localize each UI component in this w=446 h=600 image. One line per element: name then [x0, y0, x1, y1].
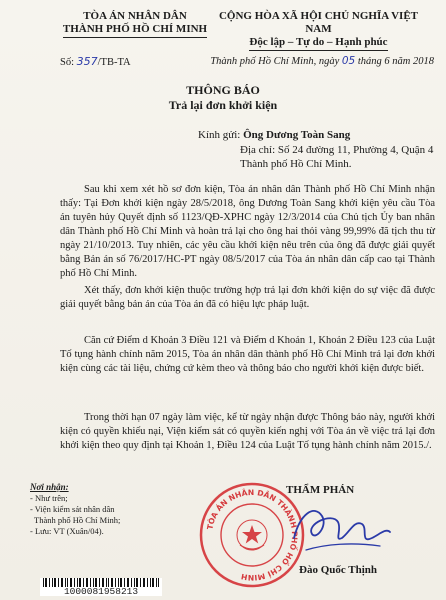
document-number: [60, 55, 131, 68]
recipient-address: Địa chỉ: Số 24 đường 11, Phường 4, Quận 4 Thành phố Hồ Chí Minh.: [240, 144, 434, 170]
doc-number-suffix: /TB-TA: [97, 57, 131, 68]
org-line1: TÒA ÁN NHÂN DÂN: [83, 10, 187, 22]
recipients-item: - Như trên;: [30, 493, 68, 503]
recipients-item: - Lưu: VT (Xuân/04).: [30, 526, 104, 536]
issue-date: [206, 55, 434, 67]
barcode: [40, 578, 162, 595]
date-day-handwritten: 05: [341, 55, 356, 67]
document-subtitle: Trả lại đơn khởi kiện: [168, 98, 278, 112]
recipients-item: - Viện kiểm sát nhân dân: [30, 504, 115, 514]
date-place: Thành phố Hồ Chí Minh, ngày: [210, 56, 340, 67]
seal-text: TÒA ÁN NHÂN DÂN THÀNH PHỐ HỒ CHÍ MINH: [205, 487, 300, 583]
recipients-label: Nơi nhận:: [30, 482, 69, 492]
national-header: [206, 10, 431, 51]
issuing-organization: [40, 10, 230, 38]
recipients-list: [30, 482, 170, 537]
barcode-number: 1000081958213: [40, 587, 162, 596]
greeting: Kính gửi:: [198, 129, 241, 141]
country-name: CỘNG HÒA XÃ HỘI CHỦ NGHĨA VIỆT NAM: [218, 10, 419, 35]
org-line2: THÀNH PHỐ HỒ CHÍ MINH: [63, 23, 207, 38]
judge-signature: [276, 494, 396, 564]
doc-number-handwritten: 357: [76, 55, 98, 68]
doc-number-prefix: Số:: [60, 57, 75, 68]
signer-name: Đào Quốc Thịnh: [299, 564, 378, 576]
body-paragraph-4: Trong thời hạn 07 ngày làm việc, kể từ ngày nhận được Thông báo này, người khởi kiện có quyền khiếu nại, Viện kiểm sát có quyền kiến nghị với Tòa án về việc trả lại đơn khởi kiện theo quy định tại Khoản 1, Điều 124 của Luật Tố tụng hành chính năm 2015./.: [60, 412, 435, 451]
signer-title: THẨM PHÁN: [286, 484, 355, 496]
recipient-line: [198, 129, 350, 141]
document-title: THÔNG BÁO: [186, 83, 260, 97]
recipient-name: Ông Dương Toàn Sang: [243, 129, 351, 141]
body-paragraph-2: Xét thấy, đơn khởi kiện thuộc trường hợp trả lại đơn khởi kiện do sự việc đã được giải quyết bằng bản án của Tòa án đã có hiệu lực pháp luật.: [60, 285, 435, 310]
national-motto: Độc lập – Tự do – Hạnh phúc: [249, 36, 387, 51]
date-month-year: tháng 6 năm 2018: [357, 56, 434, 67]
body-paragraph-3: Căn cứ Điểm d Khoản 3 Điều 121 và Điểm d Khoản 1, Khoản 2 Điều 123 của Luật Tố tụng hành chính năm 2015, Tòa án nhân dân thành phố Hồ Chí Minh trả lại đơn khởi kiện cùng các tài liệu, chứng cứ kèm theo và thông báo cho người khởi kiện được biết.: [60, 335, 435, 374]
recipients-item: Thành phố Hồ Chí Minh;: [34, 515, 121, 525]
body-paragraph-1: Sau khi xem xét hồ sơ đơn kiện, Tòa án nhân dân Thành phố Hồ Chí Minh nhận thấy: Tại Đơn khởi kiện ngày 28/5/2018, ông Dương Toàn Sang khởi kiện yêu cầu Tòa án tuyên hủy Quyết định số 1123/QĐ-XPHC ngày 12/3/2014 của Chủ tịch Ủy ban nhân dân Thành phố Hồ Chí Minh và hoàn trả lại cho ông hai thỏi vàng 99,99% đã tịch thu từ ngày 21/10/2013. Tuy nhiên, các yêu cầu khởi kiện nêu trên của ông đã được giải quyết bằng Bản án số 76/2017/HC-PT ngày 08/5/2017 của Tòa án nhân dân cấp cao tại Thành phố Hồ Chí Minh.: [60, 184, 435, 279]
national-emblem-icon: [237, 520, 267, 550]
